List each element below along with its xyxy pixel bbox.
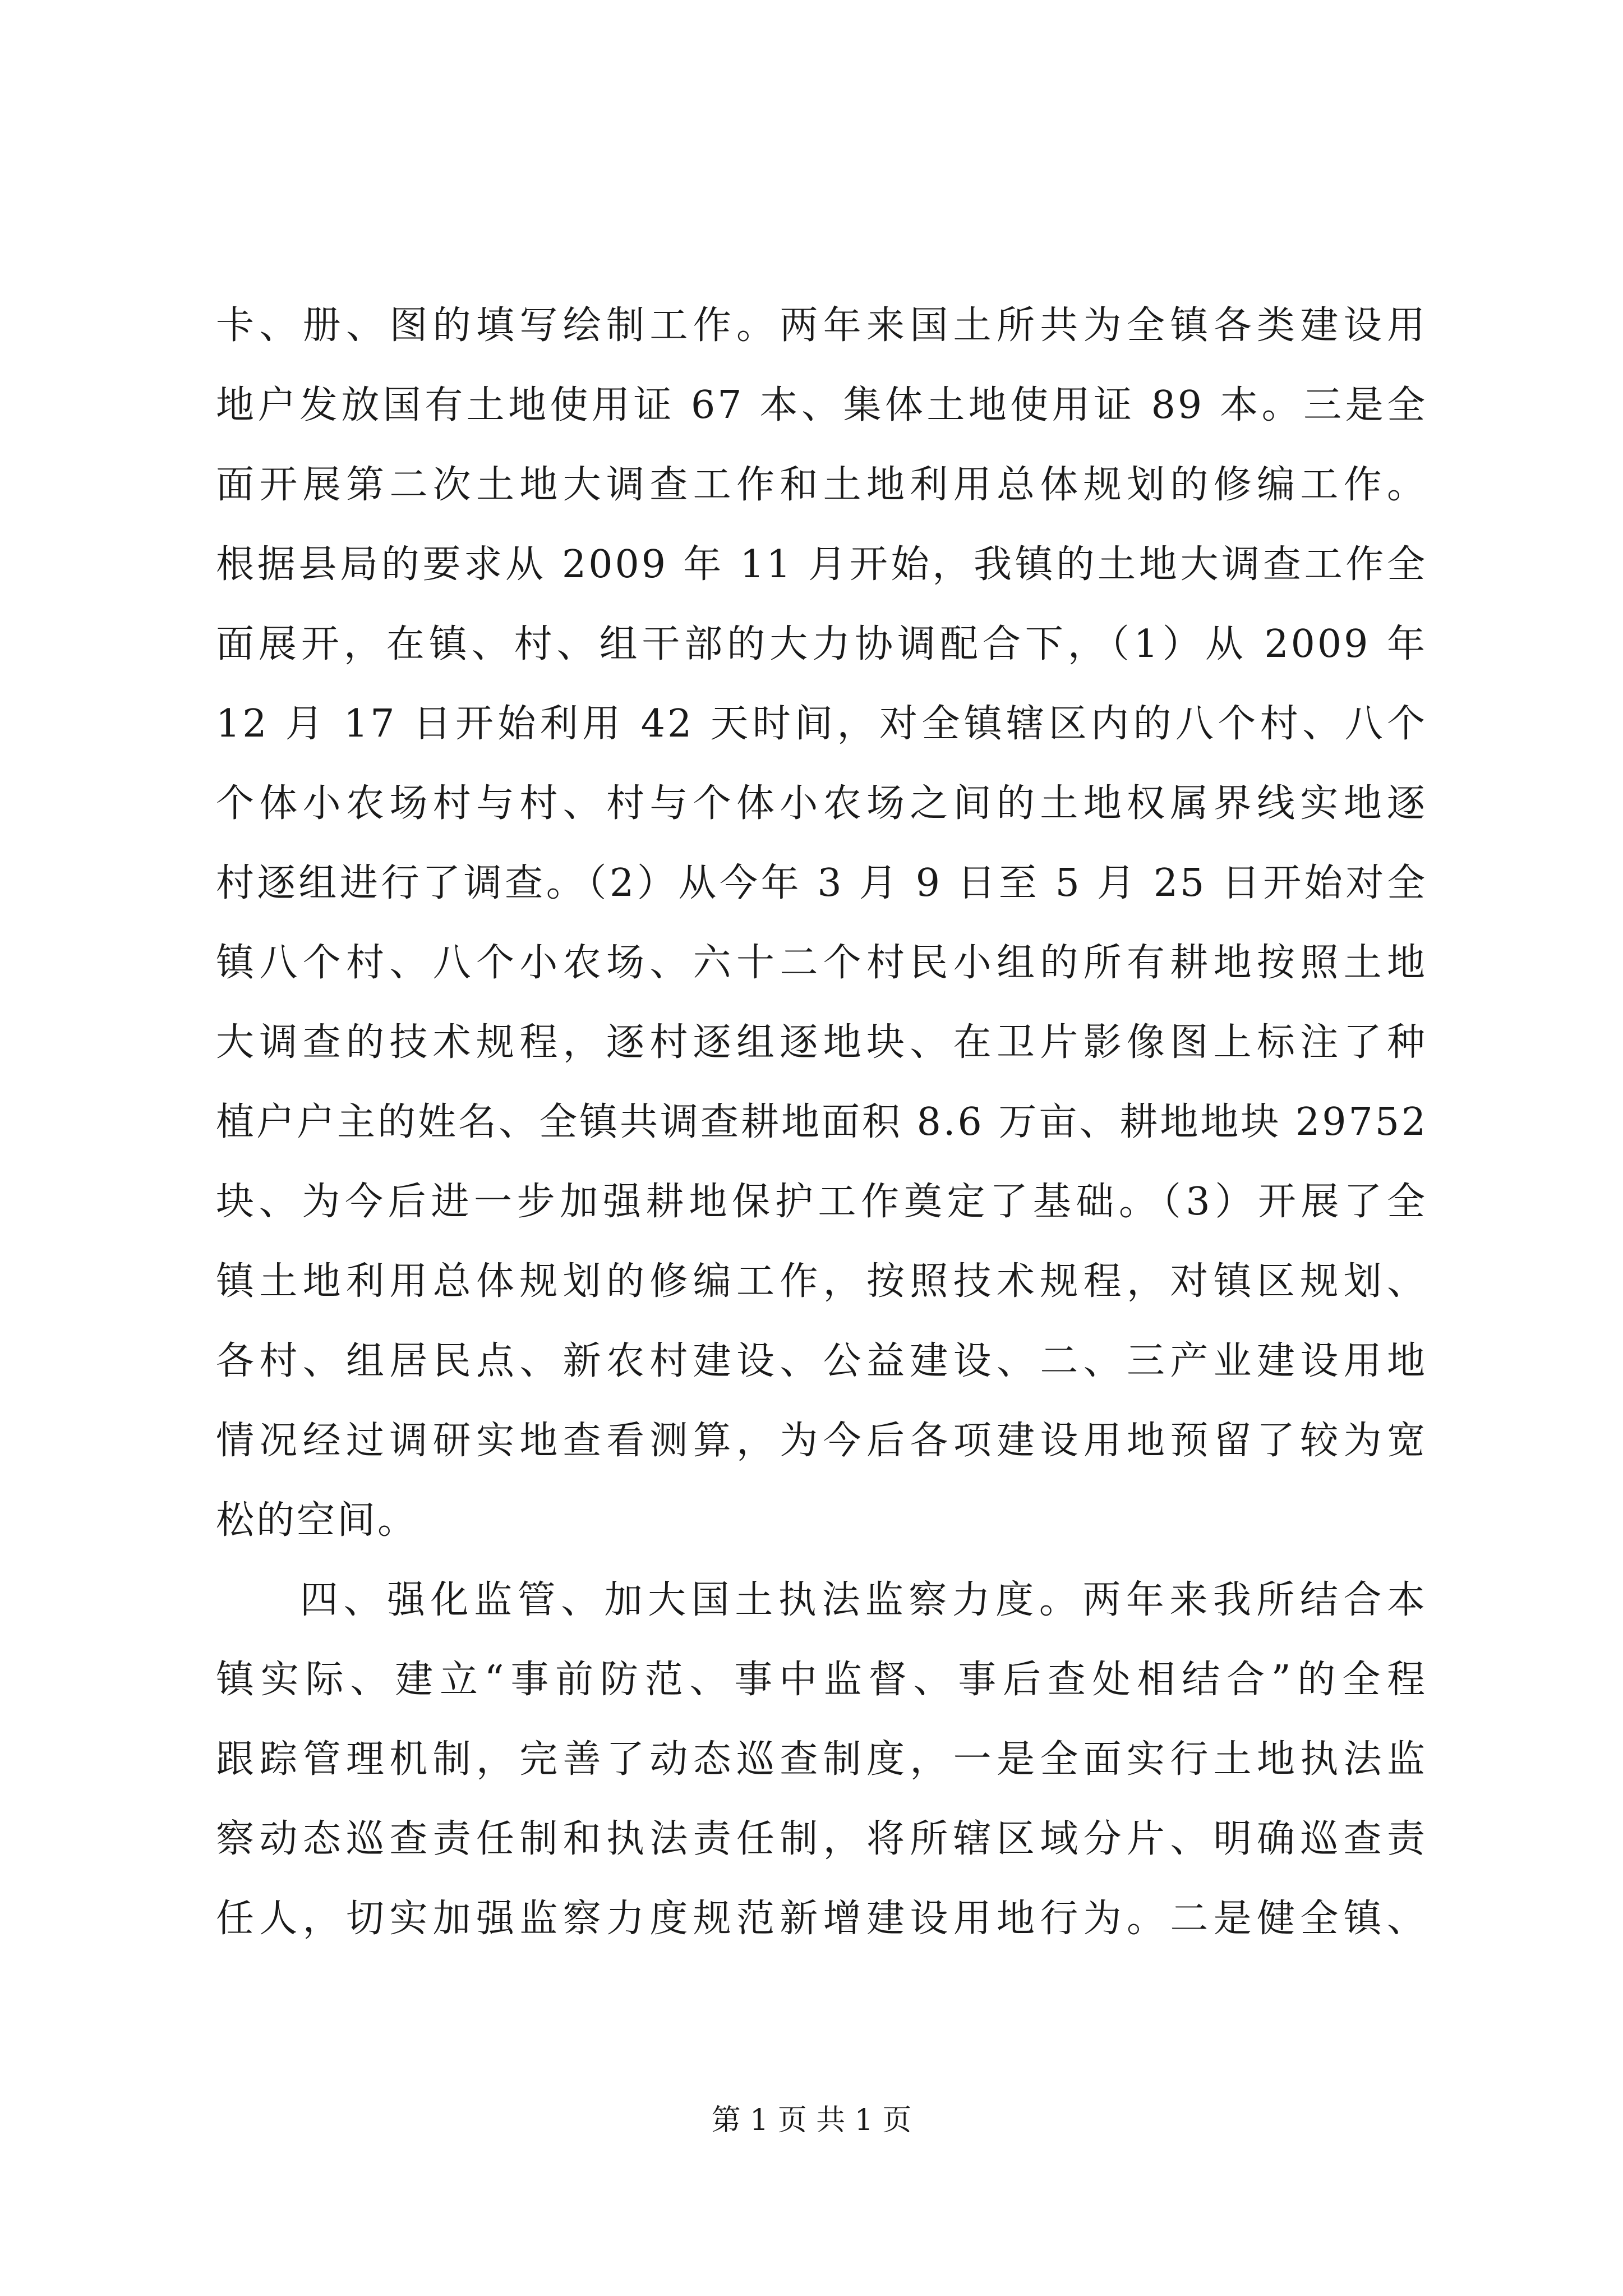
text-line: 地户发放国有土地使用证 67 本、集体土地使用证 89 本。三是全 (216, 383, 1427, 427)
text-line: 卡、册、图的填写绘制工作。两年来国土所共为全镇各类建设用 (216, 303, 1427, 348)
text-line: 镇实际、建立“事前防范、事中监督、事后查处相结合”的全程 (216, 1658, 1427, 1702)
text-line: 12 月 17 日开始利用 42 天时间，对全镇辖区内的八个村、八个 (216, 702, 1427, 746)
page-number-footer: 第 1 页 共 1 页 (711, 2104, 912, 2137)
text-line: 植户户主的姓名、全镇共调查耕地面积 8.6 万亩、耕地地块 29752 (216, 1100, 1428, 1144)
text-line-paragraph-start: 四、强化监管、加大国土执法监察力度。两年来我所结合本 (300, 1578, 1427, 1622)
text-line: 镇八个村、八个小农场、六十二个村民小组的所有耕地按照土地 (216, 941, 1427, 985)
text-line: 察动态巡查责任制和执法责任制，将所辖区域分片、明确巡查责 (216, 1817, 1427, 1861)
text-line: 情况经过调研实地查看测算，为今后各项建设用地预留了较为宽 (216, 1419, 1427, 1463)
document-body (216, 286, 1427, 1959)
text-line: 大调查的技术规程，逐村逐组逐地块、在卫片影像图上标注了种 (216, 1020, 1427, 1065)
text-line: 镇土地利用总体规划的修编工作，按照技术规程，对镇区规划、 (216, 1259, 1427, 1304)
text-line: 任人，切实加强监察力度规范新增建设用地行为。二是健全镇、 (216, 1897, 1427, 1941)
text-line: 块、为今后进一步加强耕地保护工作奠定了基础。（3）开展了全 (216, 1180, 1427, 1224)
text-line: 根据县局的要求从 2009 年 11 月开始，我镇的土地大调查工作全 (216, 542, 1427, 587)
text-line: 面展开，在镇、村、组干部的大力协调配合下，（1）从 2009 年 (216, 622, 1427, 666)
text-line: 村逐组进行了调查。（2）从今年 3 月 9 日至 5 月 25 日开始对全 (216, 861, 1427, 905)
text-line: 各村、组居民点、新农村建设、公益建设、二、三产业建设用地 (216, 1339, 1427, 1383)
text-line-paragraph-end: 松的空间。 (216, 1498, 418, 1543)
text-line: 面开展第二次土地大调查工作和土地利用总体规划的修编工作。 (216, 463, 1427, 507)
text-line: 跟踪管理机制，完善了动态巡查制度，一是全面实行土地执法监 (216, 1737, 1427, 1782)
text-line: 个体小农场村与村、村与个体小农场之间的土地权属界线实地逐 (216, 781, 1427, 826)
